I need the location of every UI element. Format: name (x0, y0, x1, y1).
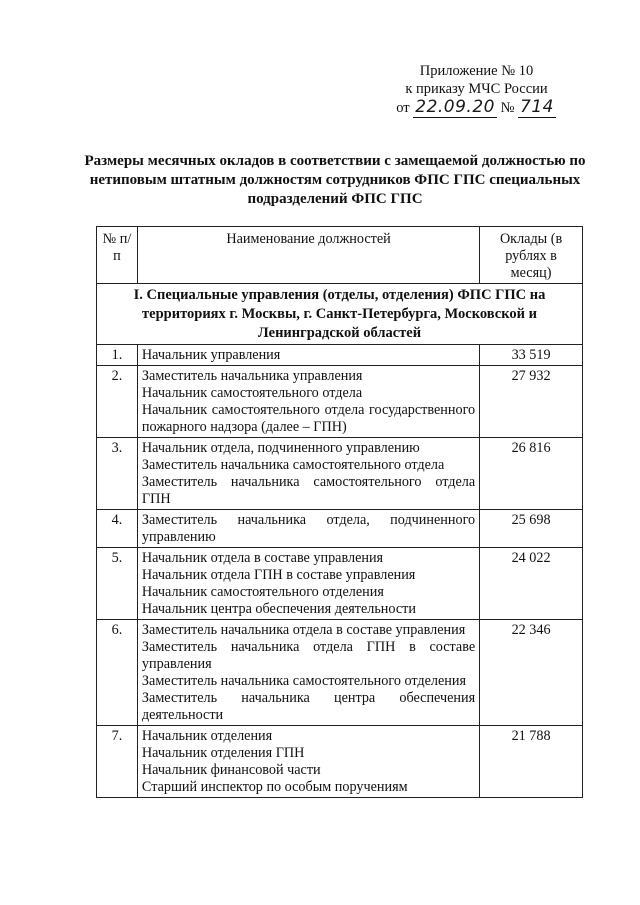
position-name: Начальник управления (141, 347, 281, 363)
section-title: I. Специальные управления (отделы, отделения) ФПС ГПС на территориях г. Москвы, г. Санкт-Петербурга, Московской и Ленинградской областей (97, 284, 583, 345)
row-number: 7. (97, 726, 138, 798)
position-name: Заместитель начальника самостоятельного отдела ГПН (141, 474, 476, 507)
position-name: Заместитель начальника самостоятельного отдела (141, 457, 445, 473)
salary-value: 21 788 (480, 726, 583, 798)
header-number: № п/п (97, 227, 138, 284)
position-name: Старший инспектор по особым поручениям (141, 779, 408, 795)
position-name: Заместитель начальника центра обеспечения деятельности (141, 690, 476, 723)
position-name: Заместитель начальника отдела в составе управления (141, 622, 466, 638)
salary-table (96, 226, 583, 798)
salary-value: 33 519 (480, 345, 583, 366)
salary-value: 22 346 (480, 620, 583, 726)
position-name: Заместитель начальника управления (141, 368, 363, 384)
position-name: Начальник финансовой части (141, 762, 321, 778)
position-names-cell (137, 510, 479, 548)
position-name: Начальник самостоятельного отдела государственного пожарного надзора (далее – ГПН) (141, 402, 476, 435)
salary-value: 26 816 (480, 438, 583, 510)
position-names-cell (137, 620, 479, 726)
row-number: 6. (97, 620, 138, 726)
position-names-cell (137, 345, 479, 366)
table-row (97, 366, 583, 438)
handwritten-date: 22.09.20 (415, 97, 495, 117)
position-name: Начальник самостоятельного отделения (141, 584, 384, 600)
table-row (97, 345, 583, 366)
header-position-name: Наименование должностей (137, 227, 479, 284)
row-number: 5. (97, 548, 138, 620)
row-number: 4. (97, 510, 138, 548)
salary-value: 27 932 (480, 366, 583, 438)
appendix-block (389, 62, 564, 117)
position-name: Начальник самостоятельного отдела (141, 385, 363, 401)
table-row (97, 548, 583, 620)
handwritten-number: 714 (520, 97, 554, 117)
position-names-cell (137, 548, 479, 620)
table-row (97, 620, 583, 726)
position-names-cell (137, 366, 479, 438)
header-salary: Оклады (в рублях в месяц) (480, 227, 583, 284)
number-label: № (500, 100, 515, 116)
position-names-cell (137, 726, 479, 798)
row-number: 2. (97, 366, 138, 438)
position-name: Начальник отдела ГПН в составе управления (141, 567, 416, 583)
position-name: Заместитель начальника отдела ГПН в составе управления (141, 639, 476, 672)
row-number: 3. (97, 438, 138, 510)
section-row (97, 284, 583, 345)
salary-value: 25 698 (480, 510, 583, 548)
row-number: 1. (97, 345, 138, 366)
position-name: Заместитель начальника самостоятельного отделения (141, 673, 466, 689)
table-row (97, 438, 583, 510)
position-names-cell (137, 438, 479, 510)
appendix-number: Приложение № 10 (419, 63, 534, 79)
order-date-line (389, 98, 564, 117)
document-title: Размеры месячных окладов в соответствии с замещаемой должностью по нетиповым штатным должностям сотрудников ФПС ГПС специальных подразделений ФПС ГПС (84, 153, 586, 207)
position-name: Заместитель начальника отдела, подчиненного управлению (141, 512, 476, 545)
from-label: от (396, 100, 410, 116)
position-name: Начальник отделения ГПН (141, 745, 305, 761)
table-row (97, 726, 583, 798)
table-row (97, 510, 583, 548)
position-name: Начальник отдела, подчиненного управлению (141, 440, 420, 456)
appendix-order-ref: к приказу МЧС России (405, 81, 548, 97)
salary-value: 24 022 (480, 548, 583, 620)
position-name: Начальник отдела в составе управления (141, 550, 384, 566)
position-name: Начальник отделения (141, 728, 273, 744)
position-name: Начальник центра обеспечения деятельности (141, 601, 416, 617)
table-header-row (97, 227, 583, 284)
